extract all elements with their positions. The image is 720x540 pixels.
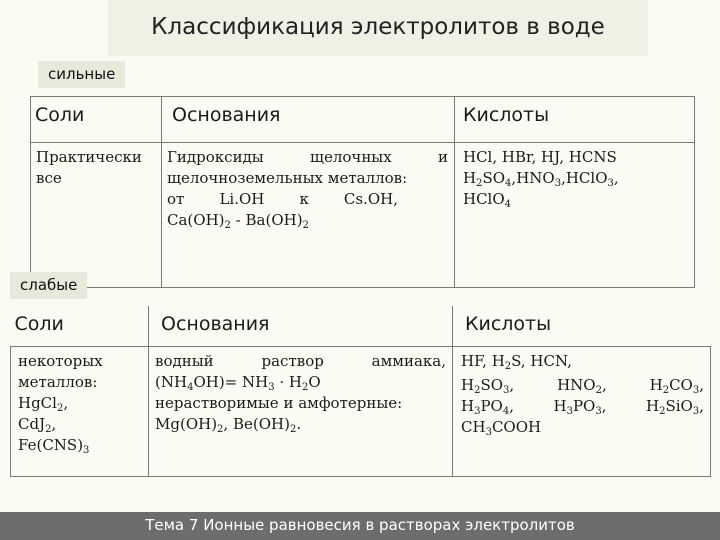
strong-bases-cell	[162, 143, 455, 288]
weak-salts-line-1: некоторых	[18, 352, 103, 370]
weak-header-salts: Соли	[11, 306, 149, 347]
weak-header-row	[11, 306, 711, 347]
weak-bases-line-1: водный раствор аммиака,	[155, 352, 446, 370]
strong-acids-line-2: $H_2SO_4,HNO_3,HClO_3$,	[463, 169, 619, 189]
weak-salts-line-3: HgCl$_2$,	[18, 394, 69, 414]
strong-acids-line-3: HClO$_4$	[463, 190, 512, 210]
strong-acids-line-1: HCl, HBr, HJ, HCNS	[463, 148, 617, 166]
footer-text: Тема 7 Ионные равновесия в растворах электролитов	[145, 516, 575, 534]
strong-header-acids: Кислоты	[455, 97, 695, 143]
weak-header-acids: Кислоты	[453, 306, 711, 347]
weak-header-bases: Основания	[149, 306, 453, 347]
weak-salts-line-2: металлов:	[18, 373, 98, 391]
strong-bases-line-4: $Ca(OH)_2 - Ba(OH)_2$	[167, 211, 309, 231]
strong-header-bases: Основания	[162, 97, 455, 143]
strong-acids-cell	[455, 143, 695, 288]
strong-electrolytes-table	[30, 96, 695, 288]
strong-salts-text: Практически все	[36, 148, 142, 187]
strong-header-row	[31, 97, 695, 143]
weak-body-row	[11, 347, 711, 477]
strong-body-row	[31, 143, 695, 288]
weak-bases-line-2: $(NH_4OH)= NH_3 \cdot H_2O$	[155, 373, 321, 393]
weak-bases-line-4: $Mg(OH)_2$, $Be(OH)_2$.	[155, 415, 302, 435]
weak-bases-line-3: нерастворимые и амфотерные:	[155, 394, 403, 412]
strong-bases-line-3: от Li.OH к Cs.OH,	[167, 190, 398, 208]
strong-header-salts: Соли	[31, 97, 162, 143]
weak-electrolytes-table	[10, 306, 711, 477]
weak-salts-cell	[11, 347, 149, 477]
weak-acids-cell	[453, 347, 711, 477]
weak-acids-line-3: $H_3PO_4$, $H_3PO_3$, $H_2SiO_3$,	[461, 397, 704, 417]
weak-bases-cell	[149, 347, 453, 477]
weak-salts-line-5: $Fe(CNS)_3$	[18, 436, 90, 456]
weak-salts-line-4: CdJ$_2$,	[18, 415, 57, 435]
strong-tag: сильные	[38, 61, 125, 88]
weak-acids-line-2: $H_2SO_3$, $HNO_2$, $H_2CO_3$,	[461, 376, 704, 396]
strong-salts-cell	[31, 143, 162, 288]
weak-acids-line-1: HF, $H_2S$, HCN,	[461, 352, 572, 372]
slide-title: Классификация электролитов в воде	[151, 14, 605, 40]
strong-bases-line-1: Гидроксиды щелочных и	[167, 148, 448, 166]
weak-tag: слабые	[10, 272, 87, 299]
strong-bases-line-2: щелочноземельных металлов:	[167, 169, 408, 187]
weak-acids-line-4: $CH_3COOH$	[461, 418, 542, 438]
